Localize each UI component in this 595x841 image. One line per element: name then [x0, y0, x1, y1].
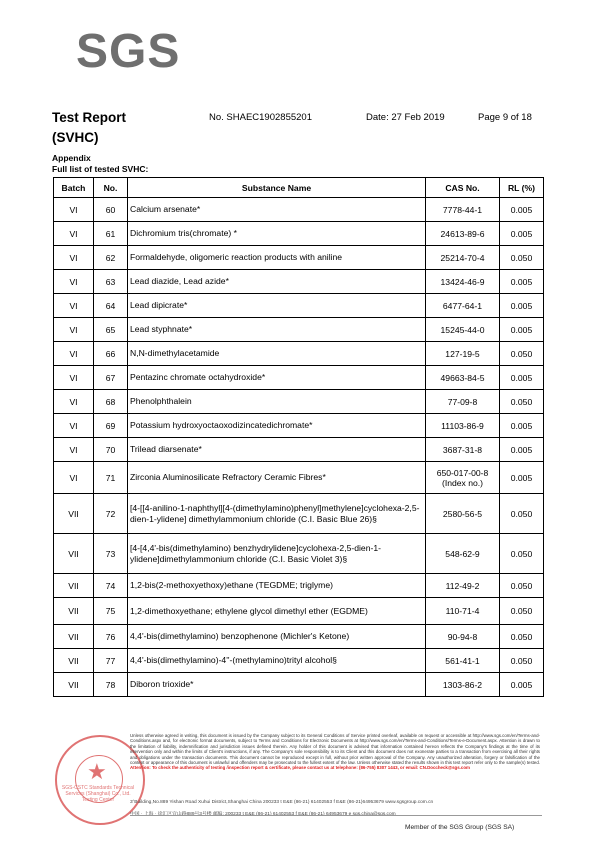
table-body	[54, 198, 544, 697]
batch-cell: VI	[54, 294, 94, 318]
substance-cell: N,N-dimethylacetamide	[128, 342, 426, 366]
star-icon: ★	[87, 759, 107, 784]
table-row	[54, 222, 544, 246]
batch-cell: VII	[54, 574, 94, 598]
number-cell: 63	[94, 270, 128, 294]
rl-cell: 0.050	[500, 649, 544, 673]
rl-cell: 0.050	[500, 390, 544, 414]
table-row	[54, 390, 544, 414]
batch-cell: VII	[54, 625, 94, 649]
number-cell: 60	[94, 198, 128, 222]
number-cell: 64	[94, 294, 128, 318]
batch-cell: VI	[54, 366, 94, 390]
substance-cell: 4,4'-bis(dimethylamino)-4''-(methylamino)trityl alcohol§	[128, 649, 426, 673]
cas-cell: 11103-86-9	[426, 414, 500, 438]
col-no: No.	[94, 178, 128, 198]
number-cell: 69	[94, 414, 128, 438]
batch-cell: VI	[54, 318, 94, 342]
batch-cell: VI	[54, 342, 94, 366]
rl-cell: 0.050	[500, 625, 544, 649]
batch-cell: VII	[54, 598, 94, 625]
cas-cell: 548-62-9	[426, 534, 500, 574]
rl-cell: 0.005	[500, 318, 544, 342]
substance-cell: Lead diazide, Lead azide*	[128, 270, 426, 294]
rl-cell: 0.005	[500, 438, 544, 462]
substance-cell: Lead styphnate*	[128, 318, 426, 342]
batch-cell: VI	[54, 390, 94, 414]
number-cell: 67	[94, 366, 128, 390]
batch-cell: VI	[54, 270, 94, 294]
report-subtitle: (SVHC)	[52, 130, 99, 145]
batch-cell: VI	[54, 222, 94, 246]
substance-cell: 4,4'-bis(dimethylamino) benzophenone (Michler's Ketone)	[128, 625, 426, 649]
cas-cell: 650-017-00-8 (Index no.)	[426, 462, 500, 494]
table-row	[54, 270, 544, 294]
svhc-table	[53, 177, 544, 697]
rl-cell: 0.005	[500, 462, 544, 494]
table-row	[54, 246, 544, 270]
table-header-row	[54, 178, 544, 198]
cas-cell: 561-41-1	[426, 649, 500, 673]
substance-cell: 1,2-bis(2-methoxyethoxy)ethane (TEGDME; triglyme)	[128, 574, 426, 598]
number-cell: 73	[94, 534, 128, 574]
seal-text: SGS-CSTC Standards Technical Services (Shanghai) Co., Ltd. Testing Center	[61, 785, 135, 803]
rl-cell: 0.005	[500, 294, 544, 318]
number-cell: 71	[94, 462, 128, 494]
number-cell: 74	[94, 574, 128, 598]
table-row	[54, 414, 544, 438]
substance-cell: [4-[4,4'-bis(dimethylamino) benzhydrylidene]cyclohexa-2,5-dien-1-ylidene]dimethylammonium chloride (C.I. Basic Violet 3)§	[128, 534, 426, 574]
substance-cell: Diboron trioxide*	[128, 673, 426, 697]
col-cas: CAS No.	[426, 178, 500, 198]
number-cell: 68	[94, 390, 128, 414]
list-title: Full list of tested SVHC:	[52, 164, 149, 174]
report-title: Test Report	[52, 110, 127, 125]
address-chinese: 中国 · 上海 · 徐汇区宜山路889号3号楼 邮编: 200233 t E&E (86-21) 61402553 f E&E (86-21) 64953679 e sgs.china@sgs.com	[130, 812, 396, 817]
page-number: Page 9 of 18	[478, 112, 532, 123]
substance-cell: Trilead diarsenate*	[128, 438, 426, 462]
substance-cell: Formaldehyde, oligomeric reaction products with aniline	[128, 246, 426, 270]
number-cell: 62	[94, 246, 128, 270]
col-rl: RL (%)	[500, 178, 544, 198]
cas-cell: 77-09-8	[426, 390, 500, 414]
cas-cell: 3687-31-8	[426, 438, 500, 462]
batch-cell: VI	[54, 414, 94, 438]
cas-cell: 112-49-2	[426, 574, 500, 598]
address-english: 3ˆBuilding,No.889 Yishan Road Xuhui District,Shanghai China 200233 t E&E (86-21) 61402553 f E&E (86-21)64953679 www.sgsgroup.com.cn	[130, 800, 434, 805]
substance-cell: Dichromium tris(chromate) *	[128, 222, 426, 246]
report-number: No. SHAEC1902855201	[209, 112, 312, 123]
member-notice: Member of the SGS Group (SGS SA)	[405, 824, 515, 831]
substance-cell: Potassium hydroxyoctaoxodizincatedichromate*	[128, 414, 426, 438]
rl-cell: 0.050	[500, 494, 544, 534]
rl-cell: 0.005	[500, 673, 544, 697]
rl-cell: 0.005	[500, 198, 544, 222]
number-cell: 77	[94, 649, 128, 673]
table-row	[54, 318, 544, 342]
rl-cell: 0.050	[500, 246, 544, 270]
table-row	[54, 574, 544, 598]
number-cell: 75	[94, 598, 128, 625]
substance-cell: Lead dipicrate*	[128, 294, 426, 318]
number-cell: 66	[94, 342, 128, 366]
disclaimer-text: Unless otherwise agreed in writing, this document is issued by the Company subject to its General Conditions of Service printed overleaf, available on request or accessible at http://www.sgs.com/en/Terms-and-Conditions.aspx and, for electronic format documents, subject to Terms and Conditions for Electronic Documents at http://www.sgs.com/en/Terms-and-Conditions/Terms-e-Document.aspx. Attention is drawn to the limitation of liability, indemnification and jurisdiction issues defined therein. Any holder of this document is advised that information contained hereon reflects the Company's findings at the time of its intervention only and within the limits of Client's instructions, if any. The Company's sole responsibility is to its Client and this document does not exonerate parties to a transaction from exercising all their rights and obligations under the transaction documents. This document cannot be reproduced except in full, without prior written approval of the Company. Any unauthorized alteration, forgery or falsification of the content or appearance of this document is unlawful and offenders may be prosecuted to the fullest extent of the law. Unless otherwise stated the results shown in this test report refer only to the sample(s) tested.	[130, 733, 540, 766]
batch-cell: VI	[54, 246, 94, 270]
rl-cell: 0.005	[500, 414, 544, 438]
substance-cell: Calcium arsenate*	[128, 198, 426, 222]
cas-cell: 49663-84-5	[426, 366, 500, 390]
table-row	[54, 294, 544, 318]
cas-cell: 24613-89-6	[426, 222, 500, 246]
col-batch: Batch	[54, 178, 94, 198]
footer-divider	[130, 815, 542, 816]
rl-cell: 0.050	[500, 342, 544, 366]
cas-cell: 110-71-4	[426, 598, 500, 625]
number-cell: 70	[94, 438, 128, 462]
number-cell: 78	[94, 673, 128, 697]
report-date: Date: 27 Feb 2019	[366, 112, 445, 123]
cas-cell: 2580-56-5	[426, 494, 500, 534]
batch-cell: VII	[54, 534, 94, 574]
col-substance: Substance Name	[128, 178, 426, 198]
rl-cell: 0.050	[500, 574, 544, 598]
number-cell: 72	[94, 494, 128, 534]
batch-cell: VI	[54, 198, 94, 222]
table-row	[54, 462, 544, 494]
substance-cell: Zirconia Aluminosilicate Refractory Ceramic Fibres*	[128, 462, 426, 494]
number-cell: 61	[94, 222, 128, 246]
rl-cell: 0.050	[500, 598, 544, 625]
table-row	[54, 366, 544, 390]
batch-cell: VII	[54, 649, 94, 673]
table-row	[54, 342, 544, 366]
batch-cell: VI	[54, 462, 94, 494]
cas-cell: 15245-44-0	[426, 318, 500, 342]
table-row	[54, 673, 544, 697]
batch-cell: VI	[54, 438, 94, 462]
table-row	[54, 198, 544, 222]
table-row	[54, 598, 544, 625]
appendix-label: Appendix	[52, 153, 91, 163]
cas-cell: 7778-44-1	[426, 198, 500, 222]
cas-cell: 6477-64-1	[426, 294, 500, 318]
cas-cell: 25214-70-4	[426, 246, 500, 270]
substance-cell: [4-[[4-anilino-1-naphthyl][4-(dimethylamino)phenyl]methylene]cyclohexa-2,5-dien-1-ylidene] dimethylammonium chloride (C.I. Basic Blue 26)§	[128, 494, 426, 534]
table-row	[54, 494, 544, 534]
substance-cell: Phenolphthalein	[128, 390, 426, 414]
table-row	[54, 438, 544, 462]
number-cell: 76	[94, 625, 128, 649]
batch-cell: VII	[54, 494, 94, 534]
rl-cell: 0.005	[500, 366, 544, 390]
legal-disclaimer	[130, 733, 540, 771]
cas-cell: 1303-86-2	[426, 673, 500, 697]
rl-cell: 0.050	[500, 534, 544, 574]
cas-cell: 127-19-5	[426, 342, 500, 366]
substance-cell: Pentazinc chromate octahydroxide*	[128, 366, 426, 390]
table-row	[54, 534, 544, 574]
batch-cell: VII	[54, 673, 94, 697]
rl-cell: 0.005	[500, 270, 544, 294]
cas-cell: 90-94-8	[426, 625, 500, 649]
cas-cell: 13424-46-9	[426, 270, 500, 294]
rl-cell: 0.005	[500, 222, 544, 246]
table-row	[54, 649, 544, 673]
number-cell: 65	[94, 318, 128, 342]
authenticity-attention: Attention: To check the authenticity of testing /inspection report & certificate, please contact us at telephone: (86-755) 8307 1443, or email: CN.Doccheck@sgs.com	[130, 765, 470, 771]
sgs-logo: SGS	[76, 25, 181, 78]
table-row	[54, 625, 544, 649]
substance-cell: 1,2-dimethoxyethane; ethylene glycol dimethyl ether (EGDME)	[128, 598, 426, 625]
